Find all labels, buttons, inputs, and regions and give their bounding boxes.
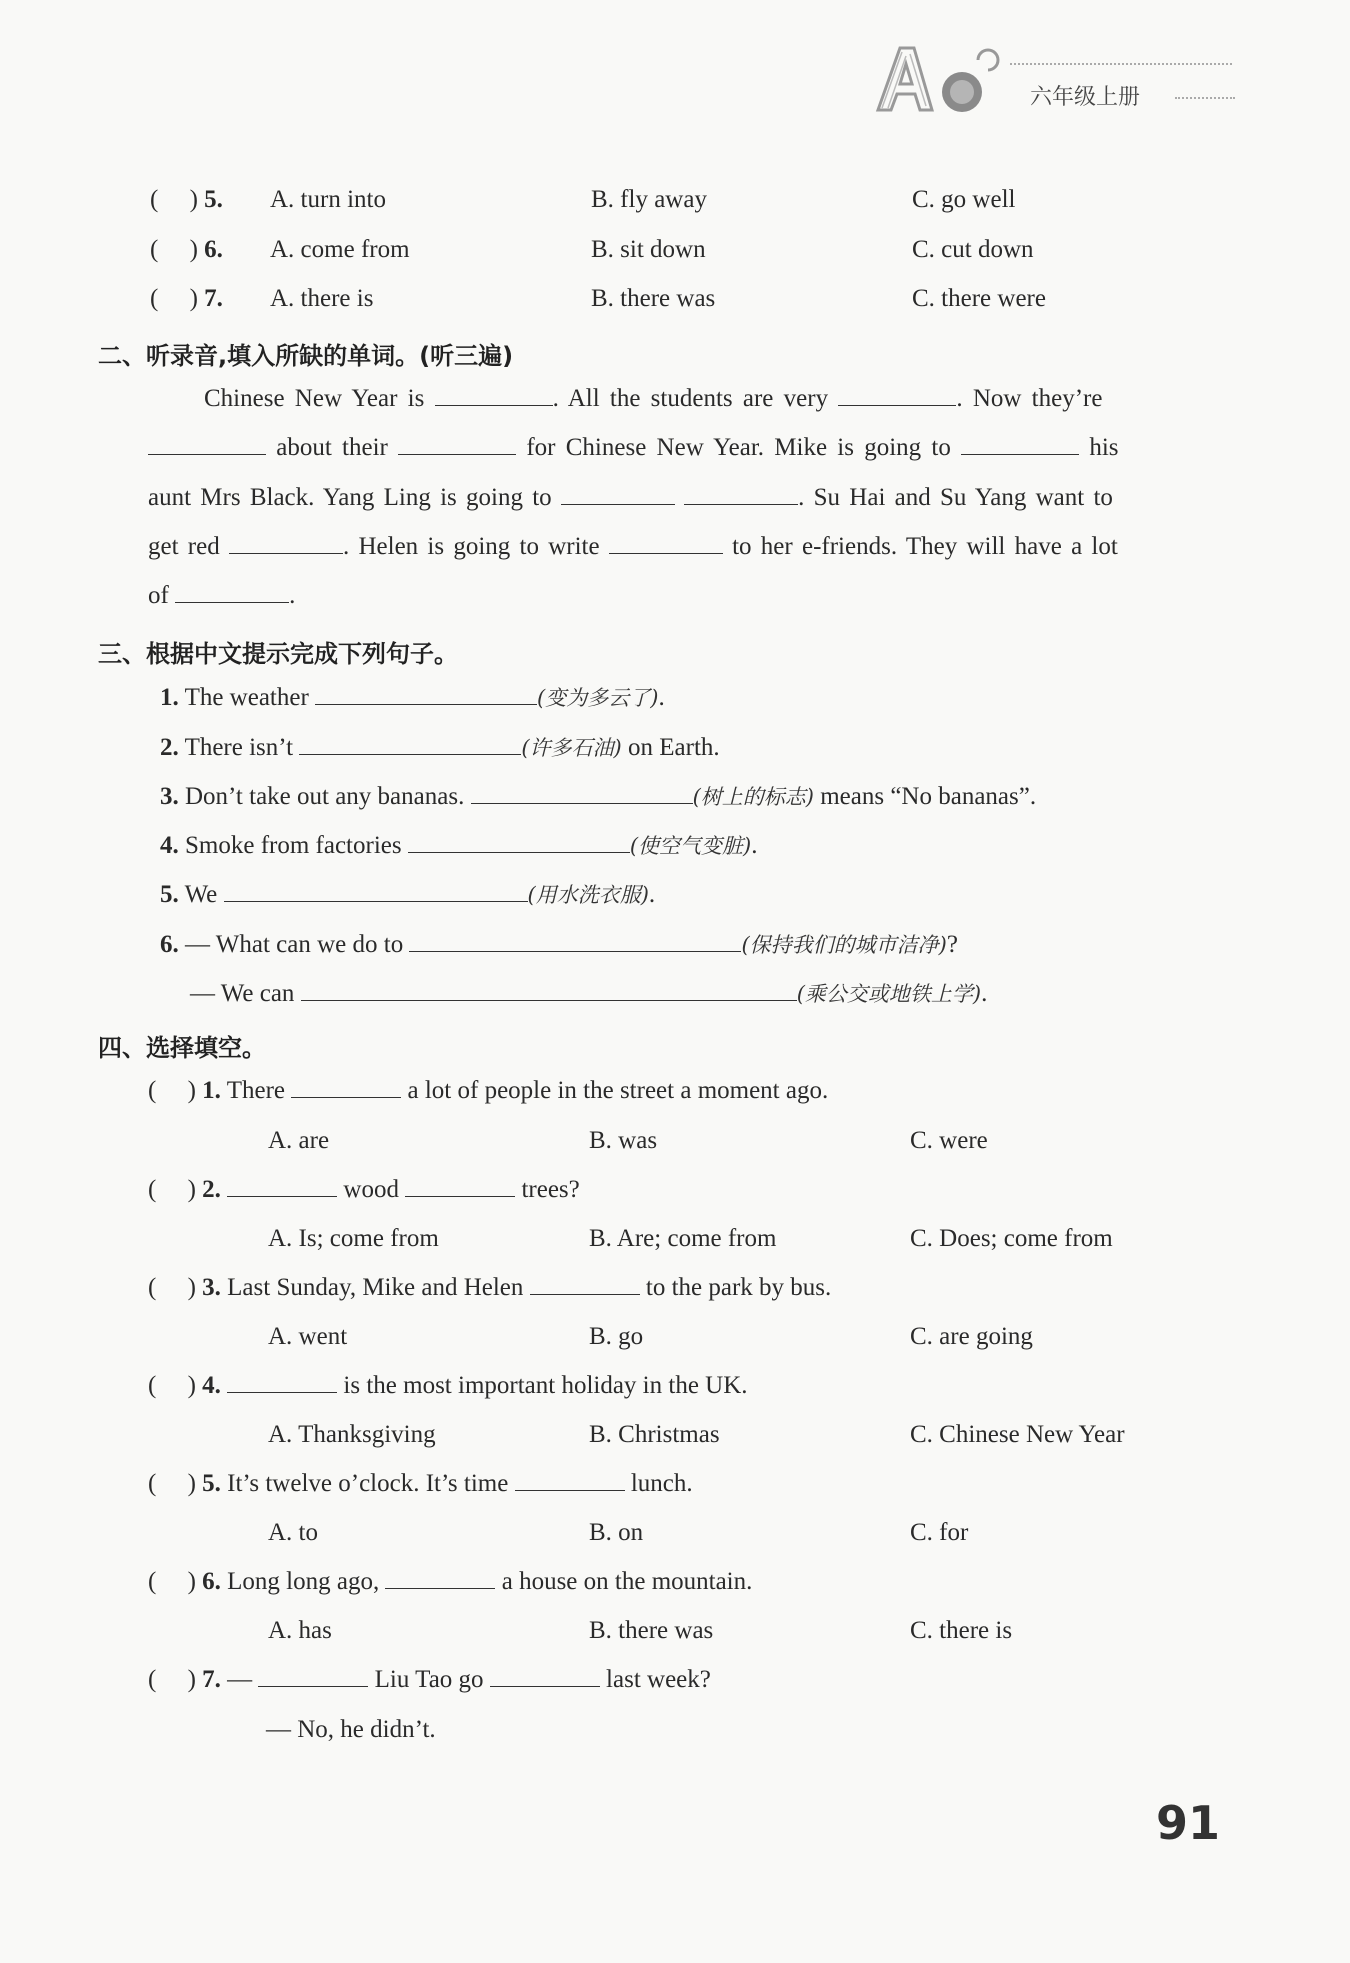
fill-blank[interactable] <box>258 1668 368 1687</box>
answer-bracket[interactable]: ( ) <box>148 1274 196 1301</box>
fill-blank[interactable] <box>301 982 797 1001</box>
section4-item-7-answer: — No, he didn’t. <box>266 1716 436 1743</box>
option-c: C. Chinese New Year <box>910 1421 1125 1448</box>
grade-label: 六年级上册 <box>1030 85 1141 110</box>
fill-blank[interactable] <box>561 486 675 505</box>
fill-blank[interactable] <box>227 1178 337 1197</box>
fill-blank[interactable] <box>515 1472 625 1491</box>
fill-blank[interactable] <box>408 834 630 853</box>
section3-item-6: 6. — What can we do to (保持我们的城市洁净)? <box>160 931 958 958</box>
fill-blank[interactable] <box>315 686 537 705</box>
option-a: A. has <box>268 1617 332 1644</box>
option-c: C. go well <box>912 186 1016 213</box>
answer-bracket[interactable]: ( ) <box>148 1470 196 1497</box>
section1-item-7: ( ) 7. <box>150 285 223 312</box>
section3-item-5: 5. We (用水洗衣服). <box>160 881 656 908</box>
option-c: C. are going <box>910 1323 1033 1350</box>
section4-item-3: ( ) 3. Last Sunday, Mike and Helen to the park by bus. <box>148 1274 832 1301</box>
option-b: B. fly away <box>591 186 707 213</box>
answer-bracket[interactable]: ( ) <box>148 1666 196 1693</box>
fill-blank[interactable] <box>490 1668 600 1687</box>
fill-blank[interactable] <box>291 1079 401 1098</box>
fill-blank[interactable] <box>398 436 516 455</box>
fill-blank[interactable] <box>838 387 956 406</box>
option-a: A. turn into <box>270 186 386 213</box>
header-dotted-rule <box>1010 63 1232 65</box>
option-a: A. there is <box>270 285 374 312</box>
section3-item-1: 1. The weather (变为多云了). <box>160 684 665 711</box>
option-a: A. to <box>268 1519 318 1546</box>
section3-title: 三、根据中文提示完成下列句子。 <box>98 640 458 668</box>
section3-item-3: 3. Don’t take out any bananas. (树上的标志) means “No bananas”. <box>160 783 1037 810</box>
option-b: B. there was <box>589 1617 714 1644</box>
section2-line-3: aunt Mrs Black. Yang Ling is going to . Su Hai and Su Yang want to <box>148 484 1113 511</box>
option-c: C. there were <box>912 285 1046 312</box>
fill-blank[interactable] <box>148 436 266 455</box>
option-a: A. Is; come from <box>268 1225 439 1252</box>
section4-item-1: ( ) 1. There a lot of people in the street a moment ago. <box>148 1077 829 1104</box>
section4-item-7: ( ) 7. — Liu Tao go last week? <box>148 1666 711 1693</box>
option-c: C. Does; come from <box>910 1225 1113 1252</box>
option-a: A. are <box>268 1127 330 1154</box>
option-b: B. Christmas <box>589 1421 720 1448</box>
option-c: C. for <box>910 1519 969 1546</box>
section3-item-4: 4. Smoke from factories (使空气变脏). <box>160 832 758 859</box>
fill-blank[interactable] <box>229 535 343 554</box>
section3-item-6-answer: — We can (乘公交或地铁上学). <box>190 980 988 1007</box>
section1-item-5: ( ) 5. <box>150 186 223 213</box>
section4-item-2: ( ) 2. wood trees? <box>148 1176 580 1203</box>
fill-blank[interactable] <box>435 387 553 406</box>
answer-bracket[interactable]: ( ) <box>150 285 198 312</box>
fill-blank[interactable] <box>961 436 1079 455</box>
option-b: B. on <box>589 1519 644 1546</box>
fill-blank[interactable] <box>609 535 723 554</box>
section2-line-1: Chinese New Year is . All the students are very . Now they’re <box>204 385 1103 412</box>
section3-item-2: 2. There isn’t (许多石油) on Earth. <box>160 734 720 761</box>
section4-item-5: ( ) 5. It’s twelve o’clock. It’s time lunch. <box>148 1470 693 1497</box>
section2-line-5: of . <box>148 582 296 609</box>
option-c: C. there is <box>910 1617 1013 1644</box>
answer-bracket[interactable]: ( ) <box>150 186 198 213</box>
page-number: 91 <box>1156 1796 1221 1850</box>
section1-item-6: ( ) 6. <box>150 236 223 263</box>
option-b: B. go <box>589 1323 644 1350</box>
section2-title: 二、听录音,填入所缺的单词。(听三遍) <box>98 342 514 370</box>
option-b: B. there was <box>591 285 716 312</box>
section4-item-4: ( ) 4. is the most important holiday in the UK. <box>148 1372 748 1399</box>
fill-blank[interactable] <box>299 736 521 755</box>
option-c: C. cut down <box>912 236 1034 263</box>
answer-bracket[interactable]: ( ) <box>148 1176 196 1203</box>
option-a: A. went <box>268 1323 348 1350</box>
fill-blank[interactable] <box>385 1570 495 1589</box>
option-b: B. was <box>589 1127 658 1154</box>
header-dotted-rule-short <box>1175 97 1235 99</box>
option-a: A. Thanksgiving <box>268 1421 436 1448</box>
fill-blank[interactable] <box>405 1178 515 1197</box>
fill-blank[interactable] <box>224 883 528 902</box>
option-b: B. sit down <box>591 236 706 263</box>
answer-bracket[interactable]: ( ) <box>148 1372 196 1399</box>
fill-blank[interactable] <box>530 1276 640 1295</box>
section2-line-4: get red . Helen is going to write to her e-friends. They will have a lot <box>148 533 1118 560</box>
fill-blank[interactable] <box>684 486 798 505</box>
answer-bracket[interactable]: ( ) <box>148 1077 196 1104</box>
section4-title: 四、选择填空。 <box>98 1034 266 1062</box>
a-plus-logo-icon <box>870 38 1010 120</box>
fill-blank[interactable] <box>175 584 289 603</box>
section2-line-2: about their for Chinese New Year. Mike is going to his <box>148 434 1119 462</box>
section4-item-6: ( ) 6. Long long ago, a house on the mountain. <box>148 1568 753 1595</box>
fill-blank[interactable] <box>409 933 741 952</box>
answer-bracket[interactable]: ( ) <box>148 1568 196 1595</box>
option-a: A. come from <box>270 236 410 263</box>
fill-blank[interactable] <box>227 1374 337 1393</box>
fill-blank[interactable] <box>471 785 693 804</box>
option-c: C. were <box>910 1127 988 1154</box>
answer-bracket[interactable]: ( ) <box>150 236 198 263</box>
option-b: B. Are; come from <box>589 1225 777 1252</box>
